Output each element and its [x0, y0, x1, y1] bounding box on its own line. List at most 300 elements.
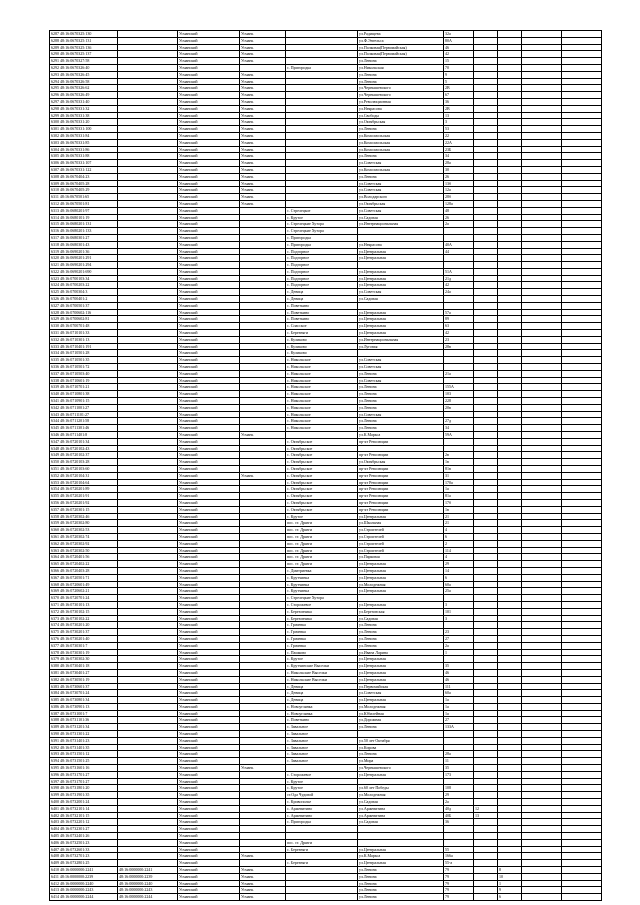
table-row	[50, 289, 602, 296]
table-cell	[118, 228, 178, 235]
table-cell: ул.Ленина	[358, 71, 444, 78]
table-cell: ул.50 лет Октября	[358, 737, 444, 744]
table-cell: 6410 48:16:0000000:2241	[50, 867, 118, 874]
table-row	[50, 330, 602, 337]
table-cell	[240, 64, 286, 71]
table-cell	[498, 833, 522, 840]
table-cell	[562, 357, 602, 364]
table-cell	[522, 527, 562, 534]
table-cell: ул.Чернышевского	[358, 92, 444, 99]
table-cell	[498, 452, 522, 459]
table-cell	[522, 160, 562, 167]
table-cell: с. Стрелецкие Хутора	[286, 595, 358, 602]
table-cell: Усманский	[178, 85, 240, 92]
table-cell	[498, 737, 522, 744]
table-cell: Усманский	[178, 316, 240, 323]
table-cell	[474, 547, 498, 554]
table-cell	[562, 595, 602, 602]
table-cell: 6326 48:16:0700401:2	[50, 296, 118, 303]
table-cell: 6339 48:16:0710701:21	[50, 384, 118, 391]
table-cell: 22А	[444, 139, 474, 146]
table-cell: Усманский	[178, 710, 240, 717]
table-cell	[240, 697, 286, 704]
table-cell: Усманский	[178, 601, 240, 608]
table-cell: пос. ст. Дрязги	[286, 533, 358, 540]
table-cell	[522, 255, 562, 262]
table-cell	[286, 71, 358, 78]
table-cell	[498, 499, 522, 506]
table-row	[50, 466, 602, 473]
table-cell	[474, 51, 498, 58]
table-cell: с. Никольское	[286, 364, 358, 371]
table-cell: ул.Радищева	[358, 31, 444, 38]
table-cell	[286, 432, 358, 439]
table-cell	[118, 160, 178, 167]
table-cell: с. Никольское	[286, 411, 358, 418]
table-cell: 6317 48:16:0680301:27	[50, 234, 118, 241]
table-cell: 89	[444, 316, 474, 323]
table-row	[50, 479, 602, 486]
table-cell: Усманский	[178, 731, 240, 738]
table-cell	[474, 160, 498, 167]
table-cell	[240, 438, 286, 445]
table-cell	[562, 187, 602, 194]
table-cell: Усманский	[178, 466, 240, 473]
table-cell: с. Березняги	[286, 846, 358, 853]
table-cell	[474, 778, 498, 785]
table-cell	[498, 663, 522, 670]
table-cell: ул.Советская	[358, 377, 444, 384]
table-cell: 40А	[444, 241, 474, 248]
table-cell: ул.Комсомольская	[358, 139, 444, 146]
table-cell	[358, 228, 444, 235]
table-cell: 6302 48:16:0670331:84	[50, 132, 118, 139]
table-cell	[474, 642, 498, 649]
table-cell	[498, 642, 522, 649]
table-cell: 60а	[444, 690, 474, 697]
table-cell: ул.Ленина	[358, 173, 444, 180]
table-cell	[522, 302, 562, 309]
table-cell	[562, 180, 602, 187]
table-cell: 6373 48:16:0730102:22	[50, 615, 118, 622]
table-cell	[240, 656, 286, 663]
table-cell: 6320 48:16:0690201:291	[50, 255, 118, 262]
table-cell	[498, 472, 522, 479]
table-cell: 6411 48:16:0000000:2239	[50, 873, 118, 880]
table-cell	[498, 567, 522, 574]
table-cell	[118, 180, 178, 187]
table-cell: ул.Центральная	[358, 663, 444, 670]
table-cell	[240, 479, 286, 486]
table-cell: ул.Школьная	[358, 520, 444, 527]
table-row	[50, 581, 602, 588]
table-cell	[444, 377, 474, 384]
table-cell	[240, 255, 286, 262]
table-cell: 6296 48:16:0670326:49	[50, 92, 118, 99]
table-cell: с. Подгорное	[286, 275, 358, 282]
table-cell: 10	[498, 873, 522, 880]
table-row	[50, 173, 602, 180]
table-cell: 6333 48:16:0710401:191	[50, 343, 118, 350]
table-cell	[474, 513, 498, 520]
table-cell	[240, 513, 286, 520]
table-cell: Усманский	[178, 744, 240, 751]
table-cell: 6357 48:16:0720301:15	[50, 506, 118, 513]
table-cell	[286, 98, 358, 105]
table-cell	[562, 31, 602, 38]
table-cell	[474, 323, 498, 330]
table-cell: 28в	[444, 343, 474, 350]
table-cell: 6288 48:16:0670325:131	[50, 37, 118, 44]
table-cell	[498, 214, 522, 221]
table-cell	[498, 364, 522, 371]
table-cell: Усманский	[178, 37, 240, 44]
table-cell: Усманский	[178, 867, 240, 874]
table-cell	[474, 839, 498, 846]
table-cell: с. Октябрьское	[286, 486, 358, 493]
table-cell: с. Куликово	[286, 336, 358, 343]
table-cell	[562, 119, 602, 126]
table-cell: с. Пригородка	[286, 241, 358, 248]
table-cell: 13	[474, 812, 498, 819]
table-cell: ул.Строителей	[358, 540, 444, 547]
table-cell: ул.Садовая	[358, 296, 444, 303]
table-cell: Усманский	[178, 207, 240, 214]
table-cell: Усманский	[178, 119, 240, 126]
table-cell	[118, 690, 178, 697]
table-cell: Усманский	[178, 554, 240, 561]
table-cell	[118, 438, 178, 445]
table-cell	[240, 499, 286, 506]
table-cell: Усманский	[178, 608, 240, 615]
table-cell: 6330 48:16:0700701:48	[50, 323, 118, 330]
table-cell	[562, 724, 602, 731]
table-cell	[474, 887, 498, 894]
table-cell	[286, 51, 358, 58]
table-cell	[498, 744, 522, 751]
table-cell	[522, 873, 562, 880]
table-cell	[562, 506, 602, 513]
table-cell	[118, 527, 178, 534]
table-cell	[474, 221, 498, 228]
table-cell	[118, 364, 178, 371]
table-cell	[286, 166, 358, 173]
table-row	[50, 629, 602, 636]
table-cell: 6392 48:16:0731401:35	[50, 744, 118, 751]
table-cell	[240, 771, 286, 778]
table-cell	[562, 635, 602, 642]
table-row	[50, 493, 602, 500]
table-cell: 103	[444, 391, 474, 398]
table-cell	[118, 282, 178, 289]
table-cell	[358, 234, 444, 241]
table-cell	[498, 268, 522, 275]
table-cell: Усманский	[178, 357, 240, 364]
table-cell	[118, 635, 178, 642]
table-cell	[118, 194, 178, 201]
table-cell	[562, 398, 602, 405]
table-cell	[562, 520, 602, 527]
table-cell: Усманский	[178, 697, 240, 704]
table-cell: Усманский	[178, 629, 240, 636]
table-cell	[474, 330, 498, 337]
table-cell: 6380 48:16:0730401:18	[50, 663, 118, 670]
table-cell	[118, 846, 178, 853]
table-cell: 6393 48:16:0731501:12	[50, 751, 118, 758]
table-row	[50, 527, 602, 534]
table-cell	[562, 234, 602, 241]
table-row	[50, 459, 602, 466]
table-cell: 6369 48:16:0720602:21	[50, 588, 118, 595]
table-cell: ул.Интернациональная	[358, 221, 444, 228]
table-cell: Усманский	[178, 839, 240, 846]
table-cell	[562, 771, 602, 778]
table-cell: ул.60 лет Победы	[358, 785, 444, 792]
table-cell	[240, 547, 286, 554]
table-cell	[562, 765, 602, 772]
table-cell	[498, 377, 522, 384]
table-cell: Усмань	[240, 85, 286, 92]
table-cell: Усмань	[240, 98, 286, 105]
table-cell: Усманский	[178, 459, 240, 466]
table-cell: ул.Центральная	[358, 561, 444, 568]
table-cell: 6304 48:16:0670331:86	[50, 146, 118, 153]
table-cell	[562, 432, 602, 439]
table-row	[50, 642, 602, 649]
table-cell	[522, 51, 562, 58]
table-cell: Усманский	[178, 194, 240, 201]
table-cell	[522, 731, 562, 738]
table-cell: Усманский	[178, 166, 240, 173]
table-cell	[474, 656, 498, 663]
table-cell: 6352 48:16:0720104:31	[50, 472, 118, 479]
table-cell	[286, 894, 358, 901]
table-cell	[474, 472, 498, 479]
table-cell: пр-кт Революции	[358, 493, 444, 500]
table-cell	[562, 629, 602, 636]
table-cell: ул.Центральная	[358, 316, 444, 323]
table-cell	[118, 595, 178, 602]
table-cell	[118, 493, 178, 500]
table-cell	[522, 432, 562, 439]
table-cell	[498, 404, 522, 411]
table-cell: с. Куликово	[286, 350, 358, 357]
table-cell	[498, 860, 522, 867]
table-cell	[118, 255, 178, 262]
table-cell: 48:16:0000000:2240	[118, 880, 178, 887]
table-cell	[562, 146, 602, 153]
table-cell: 6290 48:16:0670325:137	[50, 51, 118, 58]
table-cell	[286, 78, 358, 85]
table-cell	[562, 343, 602, 350]
table-cell	[240, 751, 286, 758]
table-cell: ул.Октябрьская	[358, 119, 444, 126]
table-cell: Усманский	[178, 649, 240, 656]
table-cell	[522, 799, 562, 806]
table-cell	[498, 384, 522, 391]
table-cell: 6313 48:16:0680201:97	[50, 207, 118, 214]
table-cell: пр-кт Революции	[358, 438, 444, 445]
table-cell: Усманский	[178, 758, 240, 765]
table-cell	[240, 466, 286, 473]
table-cell	[240, 860, 286, 867]
table-cell	[498, 146, 522, 153]
table-cell	[474, 112, 498, 119]
table-cell	[474, 438, 498, 445]
table-cell	[474, 98, 498, 105]
table-cell	[498, 493, 522, 500]
table-cell: с. Девица	[286, 683, 358, 690]
table-cell: ул.Советская	[358, 411, 444, 418]
table-cell	[498, 126, 522, 133]
table-cell: ул.Ленина	[358, 391, 444, 398]
table-cell	[522, 98, 562, 105]
table-cell: с. Крутое	[286, 778, 358, 785]
table-cell: с. Никольское	[286, 357, 358, 364]
table-cell: 6305 48:16:0670331:88	[50, 153, 118, 160]
table-cell	[562, 200, 602, 207]
table-cell	[286, 92, 358, 99]
table-cell: 6341 48:16:0710901:15	[50, 398, 118, 405]
table-cell	[474, 31, 498, 38]
table-row	[50, 343, 602, 350]
table-cell: 79	[444, 867, 474, 874]
table-cell	[118, 411, 178, 418]
table-row	[50, 826, 602, 833]
table-cell: ул.Юбилейная	[358, 710, 444, 717]
table-cell: ул.Володарского	[358, 194, 444, 201]
table-cell: Усманский	[178, 533, 240, 540]
table-cell	[498, 316, 522, 323]
table-cell	[498, 751, 522, 758]
table-cell: 6332 48:16:0710301:13	[50, 336, 118, 343]
table-cell	[522, 398, 562, 405]
table-cell: ул.Молодежная	[358, 792, 444, 799]
table-cell	[562, 717, 602, 724]
table-cell	[562, 812, 602, 819]
table-cell: ул.Чернышевского	[358, 85, 444, 92]
table-cell	[498, 112, 522, 119]
table-cell	[522, 608, 562, 615]
table-cell	[286, 126, 358, 133]
table-cell: с. Пригородка	[286, 64, 358, 71]
table-cell	[522, 853, 562, 860]
table-cell: ул.Центральная	[358, 601, 444, 608]
table-cell	[118, 153, 178, 160]
table-row	[50, 561, 602, 568]
table-cell	[240, 364, 286, 371]
table-cell	[118, 404, 178, 411]
table-cell: ул.Молодежная	[358, 581, 444, 588]
table-cell: 1а	[444, 486, 474, 493]
table-cell: с. Подгорное	[286, 255, 358, 262]
table-cell: 1	[444, 649, 474, 656]
table-cell: с. Никольское	[286, 404, 358, 411]
table-cell: Усманский	[178, 268, 240, 275]
table-cell	[240, 622, 286, 629]
table-cell	[474, 234, 498, 241]
table-cell: Усманский	[178, 98, 240, 105]
table-cell: Усмань	[240, 132, 286, 139]
table-cell	[118, 649, 178, 656]
table-cell	[498, 547, 522, 554]
table-cell: ул.Ленина	[358, 404, 444, 411]
table-cell: пр-кт Революции	[358, 486, 444, 493]
table-cell: ул.Ленина	[358, 880, 444, 887]
table-cell: 2	[444, 540, 474, 547]
table-cell	[286, 765, 358, 772]
table-cell	[522, 765, 562, 772]
table-cell: Усманский	[178, 799, 240, 806]
table-cell: 6381 48:16:0730401:27	[50, 669, 118, 676]
table-row	[50, 336, 602, 343]
table-cell	[118, 860, 178, 867]
table-cell	[522, 758, 562, 765]
table-cell: Усмань	[240, 139, 286, 146]
table-cell: Усманский	[178, 846, 240, 853]
table-cell	[522, 744, 562, 751]
table-cell	[118, 105, 178, 112]
table-cell: с. Кривополье	[286, 799, 358, 806]
table-cell	[498, 561, 522, 568]
table-cell	[474, 132, 498, 139]
table-cell	[498, 459, 522, 466]
table-cell	[474, 608, 498, 615]
table-cell: Усмань	[240, 194, 286, 201]
table-cell	[240, 615, 286, 622]
table-cell: 6348 48:16:0720102:43	[50, 445, 118, 452]
table-cell	[562, 51, 602, 58]
table-cell: 6404 48:16:0732301:27	[50, 826, 118, 833]
table-cell	[562, 289, 602, 296]
table-cell: ул.Центральная	[358, 309, 444, 316]
table-cell	[474, 126, 498, 133]
table-cell: Усманский	[178, 819, 240, 826]
table-cell: 1в	[444, 506, 474, 513]
table-cell	[498, 132, 522, 139]
table-cell	[118, 214, 178, 221]
table-row	[50, 323, 602, 330]
table-cell	[118, 540, 178, 547]
table-cell	[522, 642, 562, 649]
table-cell	[474, 799, 498, 806]
table-cell	[118, 812, 178, 819]
table-cell	[358, 778, 444, 785]
table-cell: с. Никольские Выселки	[286, 676, 358, 683]
table-cell	[240, 425, 286, 432]
table-cell	[240, 248, 286, 255]
table-cell: с. Поветкино	[286, 309, 358, 316]
table-row	[50, 669, 602, 676]
table-cell	[498, 853, 522, 860]
table-cell	[118, 717, 178, 724]
table-cell: 228	[444, 398, 474, 405]
table-cell	[240, 635, 286, 642]
table-cell	[118, 398, 178, 405]
table-cell	[498, 357, 522, 364]
table-cell	[562, 221, 602, 228]
table-cell	[444, 737, 474, 744]
table-cell	[474, 425, 498, 432]
table-cell: Усманский	[178, 513, 240, 520]
table-cell: ул.Свободы	[358, 112, 444, 119]
table-cell: 6375 48:16:0730201:37	[50, 629, 118, 636]
table-cell	[240, 411, 286, 418]
table-cell: 111	[444, 683, 474, 690]
table-cell	[562, 574, 602, 581]
table-row	[50, 540, 602, 547]
table-row	[50, 296, 602, 303]
